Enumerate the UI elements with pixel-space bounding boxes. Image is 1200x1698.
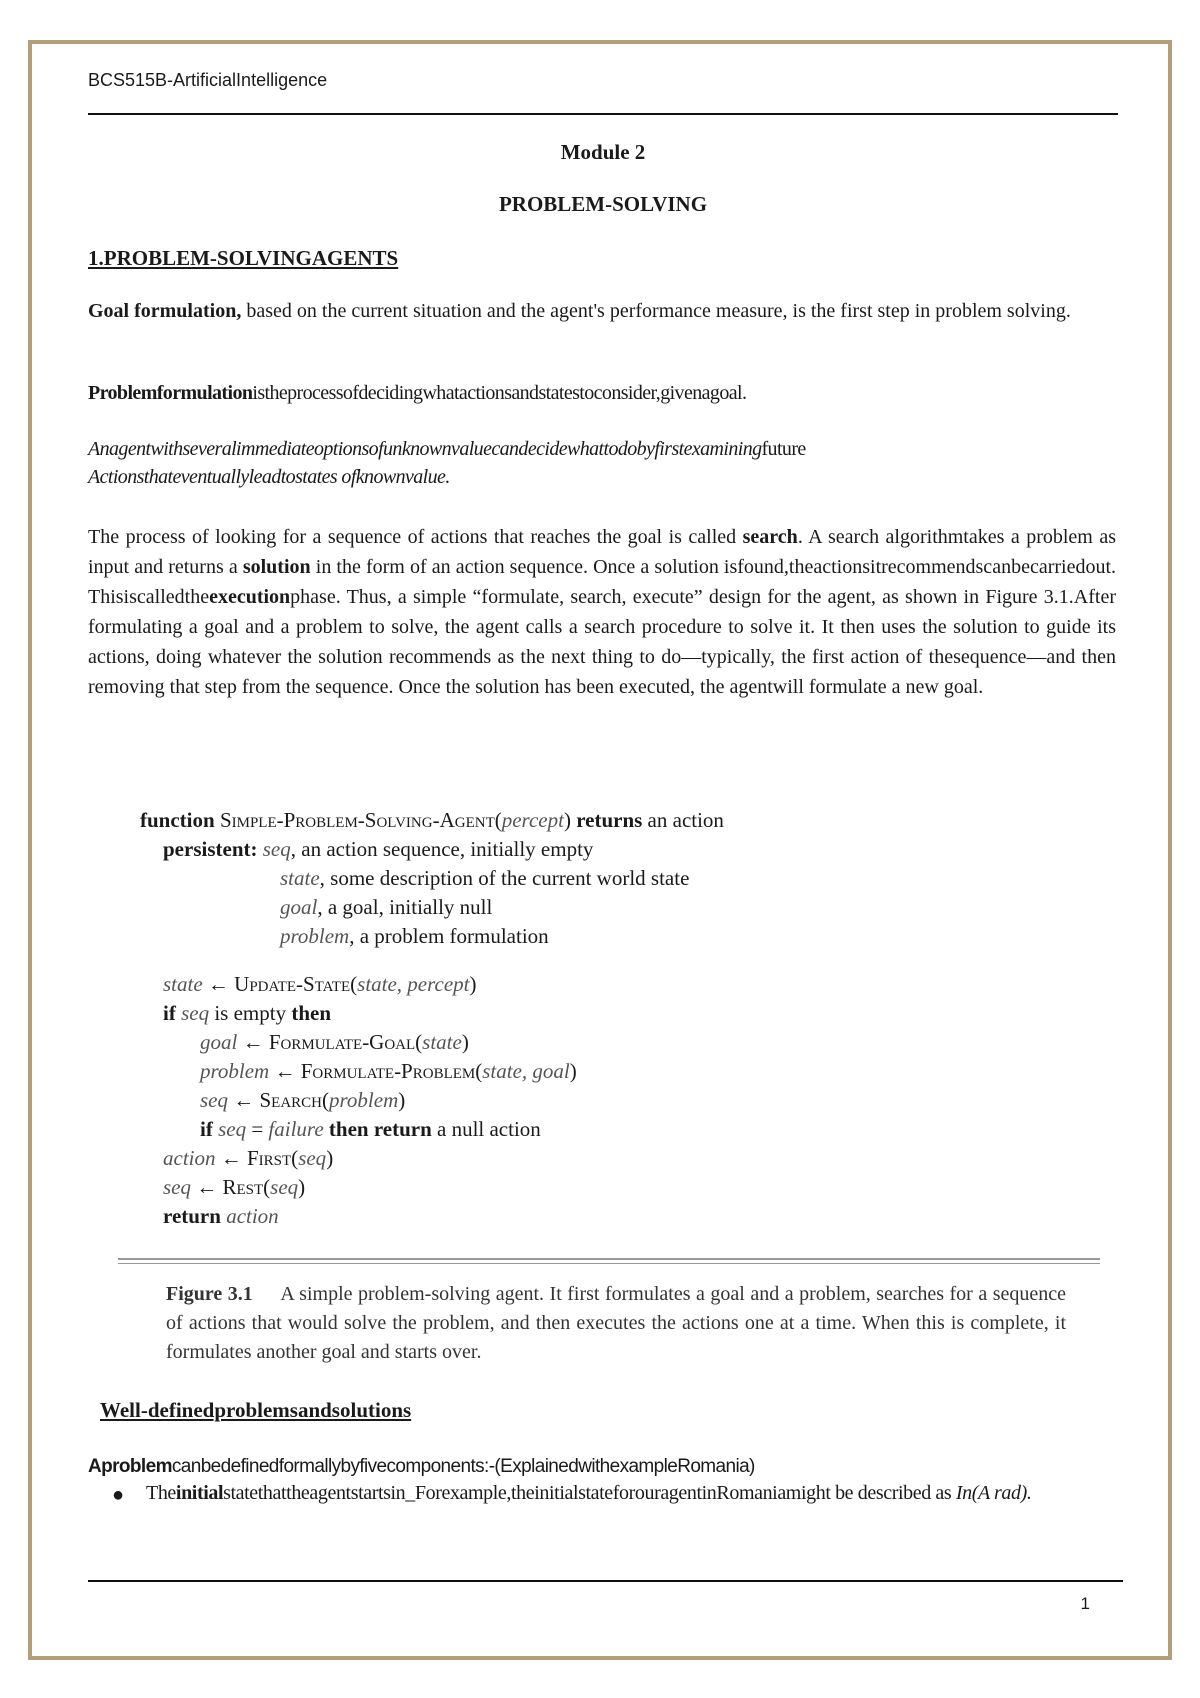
figure-rule-top [118,1258,1100,1260]
assign-arrow: ← [220,1146,242,1170]
bullet-marker: ● [112,1484,125,1506]
plain-text: , a problem formulation [349,924,549,948]
paragraph-search-process [88,522,1116,702]
plain-text: , an action sequence, initially empty [290,837,594,861]
algorithm-line-14 [163,1202,279,1231]
algorithm-line-10 [200,1086,405,1115]
assign-arrow: ← [196,1175,218,1199]
variable: seq [262,837,291,861]
paren: ) [298,1175,306,1199]
figure-label: Figure 3.1 [166,1283,253,1305]
keyword: then [291,1001,332,1025]
paragraph-five-components [88,1452,1116,1482]
assign-arrow: ← [233,1088,255,1112]
plain-text: , a goal, initially null [317,895,493,919]
header-course: BCS515B-ArtificialIntelligence [88,70,328,90]
term-goal-formulation: Goal formulation, [88,300,242,322]
footer-rule [88,1580,1123,1582]
assign-arrow: ← [274,1059,296,1083]
algorithm-line-6 [163,970,477,999]
paragraph-text: istheprocessofdecidingwhatactionsandstatestoconsider,givenagoal. [252,382,747,404]
keyword: function [140,808,215,832]
algorithm-line-13 [163,1173,305,1202]
variable: seq [181,1001,210,1025]
algorithm-line-4 [280,893,492,922]
algorithm-line-8 [200,1028,469,1057]
paragraph-text: . A search algorithmtakes a problem as input and returns a [88,526,1116,578]
term-initial: initial [175,1482,224,1504]
topic-title: PROBLEM-SOLVING [498,192,708,216]
plain-text: statethattheagentstartsin_Forexample,theinitialstateforouragentinRomaniamight be described as [223,1482,956,1504]
algorithm-line-5 [280,922,549,951]
page-number: 1 [1080,1594,1090,1613]
algorithm-line-7 [163,999,331,1028]
variable: state [280,866,320,890]
variable: state [163,972,203,996]
keyword: if [200,1117,213,1141]
paren: ) [461,1030,469,1054]
variable: seq [270,1175,299,1199]
algorithm-line-1 [140,806,724,835]
function-name: Search( [259,1088,330,1112]
algorithm-line-3 [280,864,689,893]
variable: action [226,1204,279,1228]
bullet-initial-state [146,1480,1086,1507]
paragraph-unknown-value [88,435,1116,491]
term-problem-formulation: Problemformulation [88,382,253,404]
keyword: persistent [163,837,251,861]
paragraph-text: The process of looking for a sequence of actions that reaches the goal is called [88,526,743,548]
variable: seq [218,1117,247,1141]
algorithm-line-12 [163,1144,333,1173]
keyword: if [163,1001,176,1025]
term-problem: Aproblem [88,1456,172,1477]
paren: ) [563,808,571,832]
assign-arrow: ← [242,1030,264,1054]
header-rule [88,113,1118,115]
paragraph-text: in the form of an action sequence. Once a solution isfound,theactionsitrecommendscanbecarriedout. Thisiscalledthe [88,556,1117,608]
keyword: returns [576,808,643,832]
plain-text: is empty [214,1001,287,1025]
variable: state, goal [482,1059,570,1083]
term-solution: solution [242,556,311,578]
keyword: then return [328,1117,432,1141]
operator: = [246,1117,269,1141]
variable: problem [200,1059,270,1083]
keyword: return [163,1204,221,1228]
variable: state [422,1030,462,1054]
variable: action [163,1146,216,1170]
italic-text: In(A rad). [955,1482,1032,1504]
section-heading-well-defined-problems: Well-definedproblemsandsolutions [100,1398,412,1422]
function-name: Formulate-Problem( [300,1059,483,1083]
module-title: Module 2 [560,140,646,164]
paren: ) [569,1059,577,1083]
function-name: First( [247,1146,299,1170]
paragraph-text: canbedefinedformallybyfivecomponents:-(ExplainedwithexampleRomania) [171,1456,755,1477]
paren: ) [469,972,477,996]
paren: ) [326,1146,334,1170]
term-execution: execution [209,586,291,608]
figure-rule-bottom [118,1263,1100,1264]
algorithm-line-2: persistent: seq, an action sequence, initially empty [163,837,594,861]
function-name: Simple-Problem-Solving-Agent( [219,808,502,832]
paragraph-goal-formulation [88,296,1116,326]
term-search: search [742,526,798,548]
algorithm-line-9 [200,1057,577,1086]
paren: ) [398,1088,406,1112]
section-heading-problem-solving-agents: 1.PROBLEM-SOLVINGAGENTS [88,246,399,270]
variable: seq [163,1175,191,1199]
paragraph-text: phase. Thus, a simple “formulate, search, execute” design for the agent, as shown in Figure 3.1.After formulating a goal and a problem to solve, the agent calls a search procedure to solve it. It then uses the solution to guide its actions, doing whatever the solution recommends as the next thing to do—typically, the first action of thesequence—and then removing that step from the sequence. Once the solution has been executed, the agentwill formulate a new goal. [88,586,1116,698]
variable: goal [280,895,318,919]
variable: problem [329,1088,399,1112]
variable: state, percept [357,972,470,996]
paragraph-text: based on the current situation and the agent's performance measure, is the first step in problem solving. [241,300,1071,322]
figure-caption [166,1280,1066,1367]
assign-arrow: ← [207,972,229,996]
variable: percept [501,808,564,832]
function-name: Rest( [222,1175,271,1199]
variable: failure [268,1117,324,1141]
caption-text: A simple problem-solving agent. It first formulates a goal and a problem, searches for a sequence of actions that would solve the problem, and then executes the actions one at a time. When this is complete, it formulates another goal and starts over. [166,1283,1066,1363]
plain-text: future [761,438,806,460]
variable: problem [280,924,350,948]
plain-text: an action [647,808,724,832]
italic-text: Actionsthateventuallyleadtostates ofknownvalue. [88,466,450,488]
plain-text: a null action [437,1117,541,1141]
plain-text: The [146,1482,176,1504]
variable: goal [200,1030,238,1054]
function-name: Formulate-Goal( [268,1030,423,1054]
italic-text: Anagentwithseveralimmediateoptionsofunknownvaluecandecidewhattodobyfirstexamining [88,438,762,460]
variable: seq [298,1146,327,1170]
plain-text: , some description of the current world state [319,866,690,890]
function-name: Update-State( [234,972,358,996]
paragraph-problem-formulation [88,378,1116,408]
algorithm-line-11 [200,1115,541,1144]
variable: seq [200,1088,228,1112]
